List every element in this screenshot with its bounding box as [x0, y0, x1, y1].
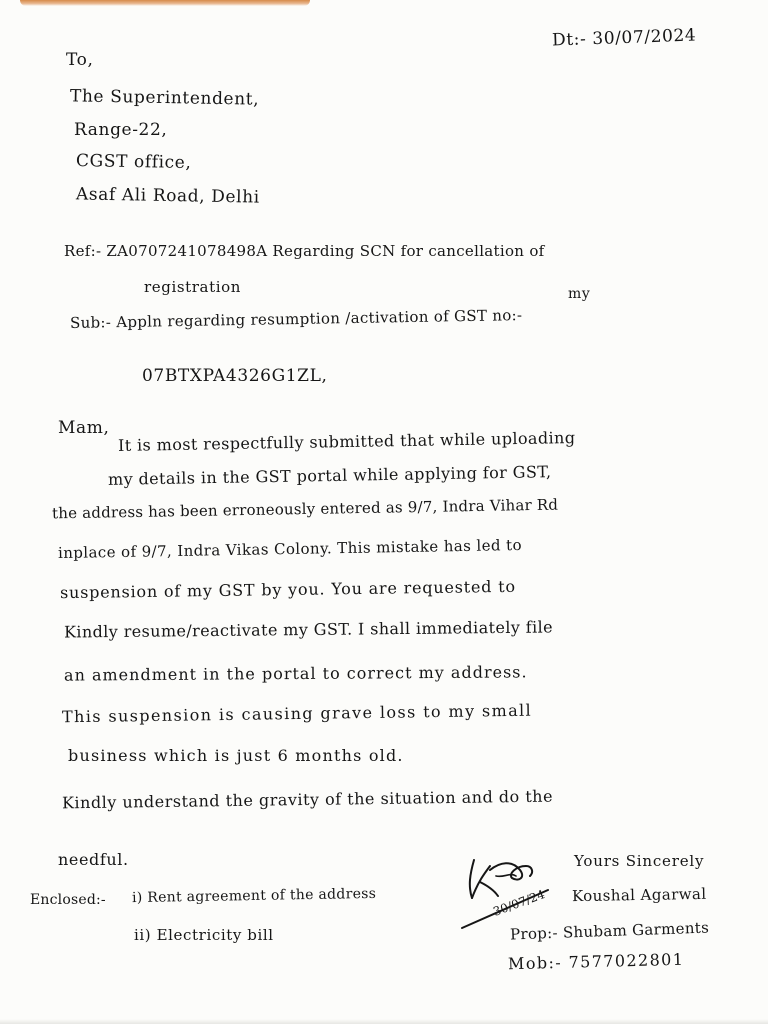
recipient-to: To, [66, 50, 94, 70]
subject-insert: my [568, 286, 591, 302]
enclosed-item-2: ii) Electricity bill [134, 926, 274, 944]
closing-line-3: Prop:- Shubam Garments [509, 918, 710, 944]
recipient-line-3: CGST office, [75, 150, 192, 174]
body-line-9: business which is just 6 months old. [68, 746, 404, 765]
closing-line-1: Yours Sincerely [574, 852, 705, 870]
reference-line-2: registration [144, 278, 242, 296]
body-line-7: an amendment in the portal to correct my address. [63, 662, 528, 685]
body-line-1: It is most respectfully submitted that while uploading [117, 428, 576, 455]
body-line-6: Kindly resume/reactivate my GST. I shall immediately file [63, 617, 554, 642]
paper-bottom-edge [0, 1019, 768, 1024]
paper-edge-stain [20, 0, 310, 6]
signature-date: 30/07/24 [491, 887, 547, 919]
recipient-line-2: Range-22, [74, 120, 168, 140]
salutation: Mam, [58, 418, 110, 438]
body-line-3: the address has been erroneously entered as 9/7, Indra Vihar Rd [51, 495, 559, 523]
enclosed-item-1: i) Rent agreement of the address [131, 885, 377, 907]
body-line-10: Kindly understand the gravity of the situation and do the [61, 786, 554, 813]
body-line-8: This suspension is causing grave loss to my small [61, 700, 533, 727]
subject-line-1: Sub:- Appln regarding resumption /activation of GST no:- [69, 306, 523, 332]
body-line-4: inplace of 9/7, Indra Vikas Colony. This mistake has led to [57, 535, 523, 563]
enclosed-label: Enclosed:- [30, 892, 106, 908]
body-line-5: suspension of my GST by you. You are requested to [59, 576, 516, 603]
closing-line-2: Koushal Agarwal [571, 884, 707, 906]
letter-date: Dt:- 30/07/2024 [551, 25, 697, 51]
reference-line-1: Ref:- ZA0707241078498A Regarding SCN for cancellation of [64, 242, 545, 260]
body-line-11: needful. [58, 850, 129, 869]
recipient-line-1: The Superintendent, [69, 86, 260, 110]
subject-line-2: 07BTXPA4326G1ZL, [142, 366, 328, 386]
recipient-line-4: Asaf Ali Road, Delhi [75, 184, 260, 208]
body-line-2: my details in the GST portal while applying for GST, [107, 462, 552, 489]
closing-line-4: Mob:- 7577022801 [507, 949, 685, 974]
